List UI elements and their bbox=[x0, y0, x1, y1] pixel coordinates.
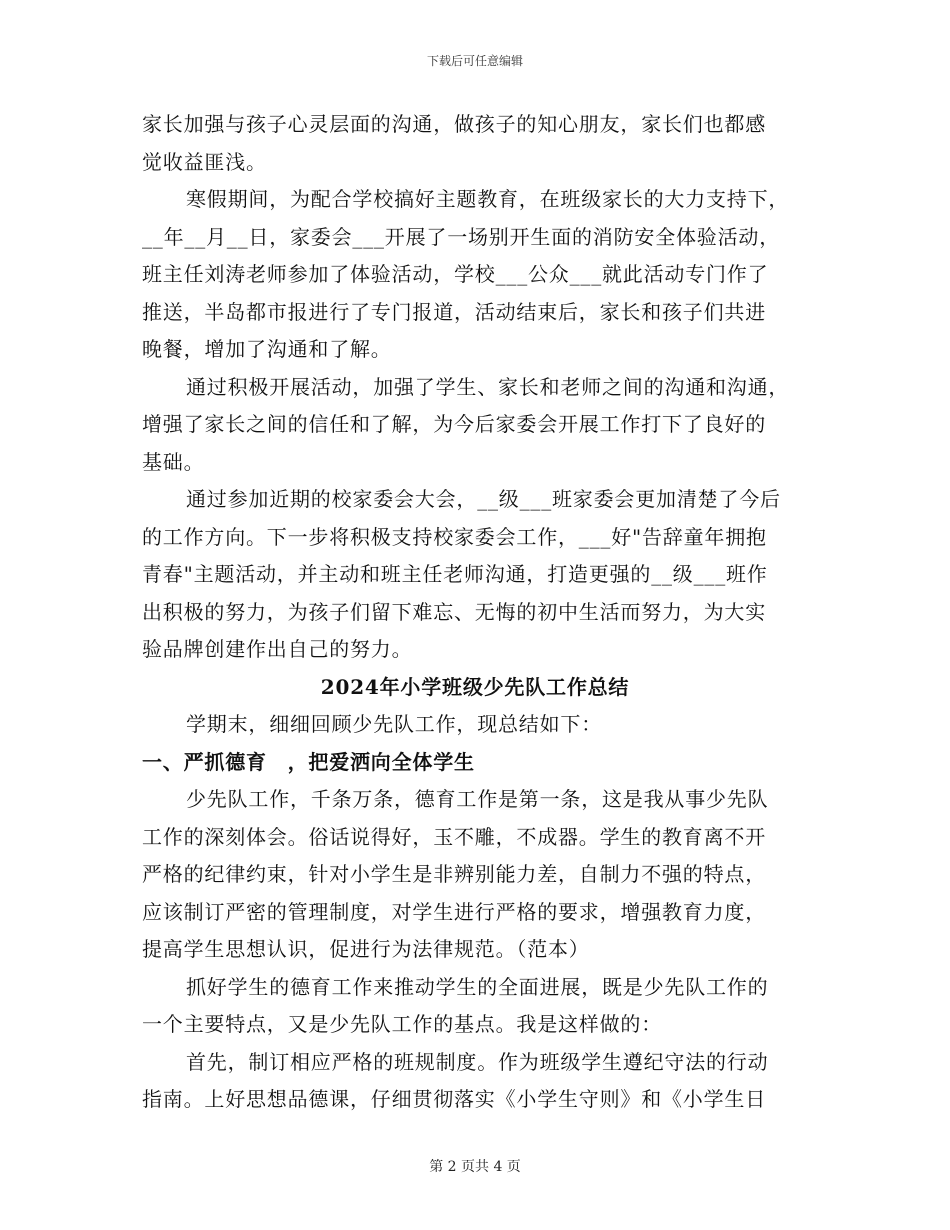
text-line: 推送，半岛都市报进行了专门报道，活动结束后，家长和孩子们共进 bbox=[142, 299, 766, 324]
text-line: 寒假期间，为配合学校搞好主题教育，在班级家长的大力支持下， bbox=[186, 187, 790, 211]
text-line: 觉收益匪浅。 bbox=[142, 149, 267, 174]
page-header: 下载后可任意编辑 bbox=[426, 54, 523, 68]
text-line: 首先，制订相应严格的班规制度。作为班级学生遵纪守法的行动 bbox=[186, 1049, 769, 1074]
text-line: 班主任刘涛老师参加了体验活动，学校___公众___就此活动专门作了 bbox=[142, 262, 769, 286]
page-footer: 第 2 页共 4 页 bbox=[429, 1159, 521, 1175]
text-line: 学期末，细细回顾少先队工作，现总结如下： bbox=[186, 712, 602, 736]
text-line: 青春"主题活动，并主动和班主任老师沟通，打造更强的__级___班作 bbox=[142, 562, 768, 586]
text-line: 工作的深刻体会。俗话说得好，玉不雕，不成器。学生的教育离不开 bbox=[142, 824, 766, 849]
text-line: 验品牌创建作出自己的努力。 bbox=[142, 637, 413, 661]
text-line: 应该制订严密的管理制度，对学生进行严格的要求，增强教育力度， bbox=[142, 899, 766, 924]
text-line: 晚餐，增加了沟通和了解。 bbox=[142, 337, 392, 361]
text-line: 通过参加近期的校家委会大会，__级___班家委会更加清楚了今后 bbox=[186, 487, 781, 511]
text-line: 增强了家长之间的信任和了解，为今后家委会开展工作打下了良好的 bbox=[142, 412, 766, 436]
text-line: 家长加强与孩子心灵层面的沟通，做孩子的知心朋友，家长们也都感 bbox=[142, 112, 766, 136]
text-line: 出积极的努力，为孩子们留下难忘、无悔的初中生活而努力，为大实 bbox=[142, 599, 766, 624]
text-line: 严格的纪律约束，针对小学生是非辨别能力差，自制力不强的特点， bbox=[142, 862, 766, 886]
text-line: 基础。 bbox=[142, 449, 205, 474]
section-heading: 一、严抓德育 ，把爱洒向全体学生 bbox=[142, 749, 475, 774]
text-line: 抓好学生的德育工作来推动学生的全面进展，既是少先队工作的 bbox=[186, 974, 769, 999]
text-line: 少先队工作，千条万条，德育工作是第一条，这是我从事少先队 bbox=[186, 787, 769, 811]
text-line: 通过积极开展活动，加强了学生、家长和老师之间的沟通和沟通， bbox=[186, 374, 790, 399]
document-body bbox=[142, 106, 808, 1119]
section-title: 2024年小学班级少先队工作总结 bbox=[320, 674, 630, 699]
text-line: __年__月__日，家委会___开展了一场别开生面的消防安全体验活动， bbox=[142, 224, 780, 249]
text-line: 一个主要特点，又是少先队工作的基点。我是这样做的： bbox=[142, 1012, 662, 1036]
text-line: 的工作方向。下一步将积极支持校家委会工作，___好"告辞童年拥抱 bbox=[142, 524, 767, 549]
text-line: 提高学生思想认识，促进行为法律规范。（范本） bbox=[142, 937, 590, 961]
text-line: 指南。上好思想品德课，仔细贯彻落实《小学生守则》和《小学生日 bbox=[142, 1087, 766, 1111]
